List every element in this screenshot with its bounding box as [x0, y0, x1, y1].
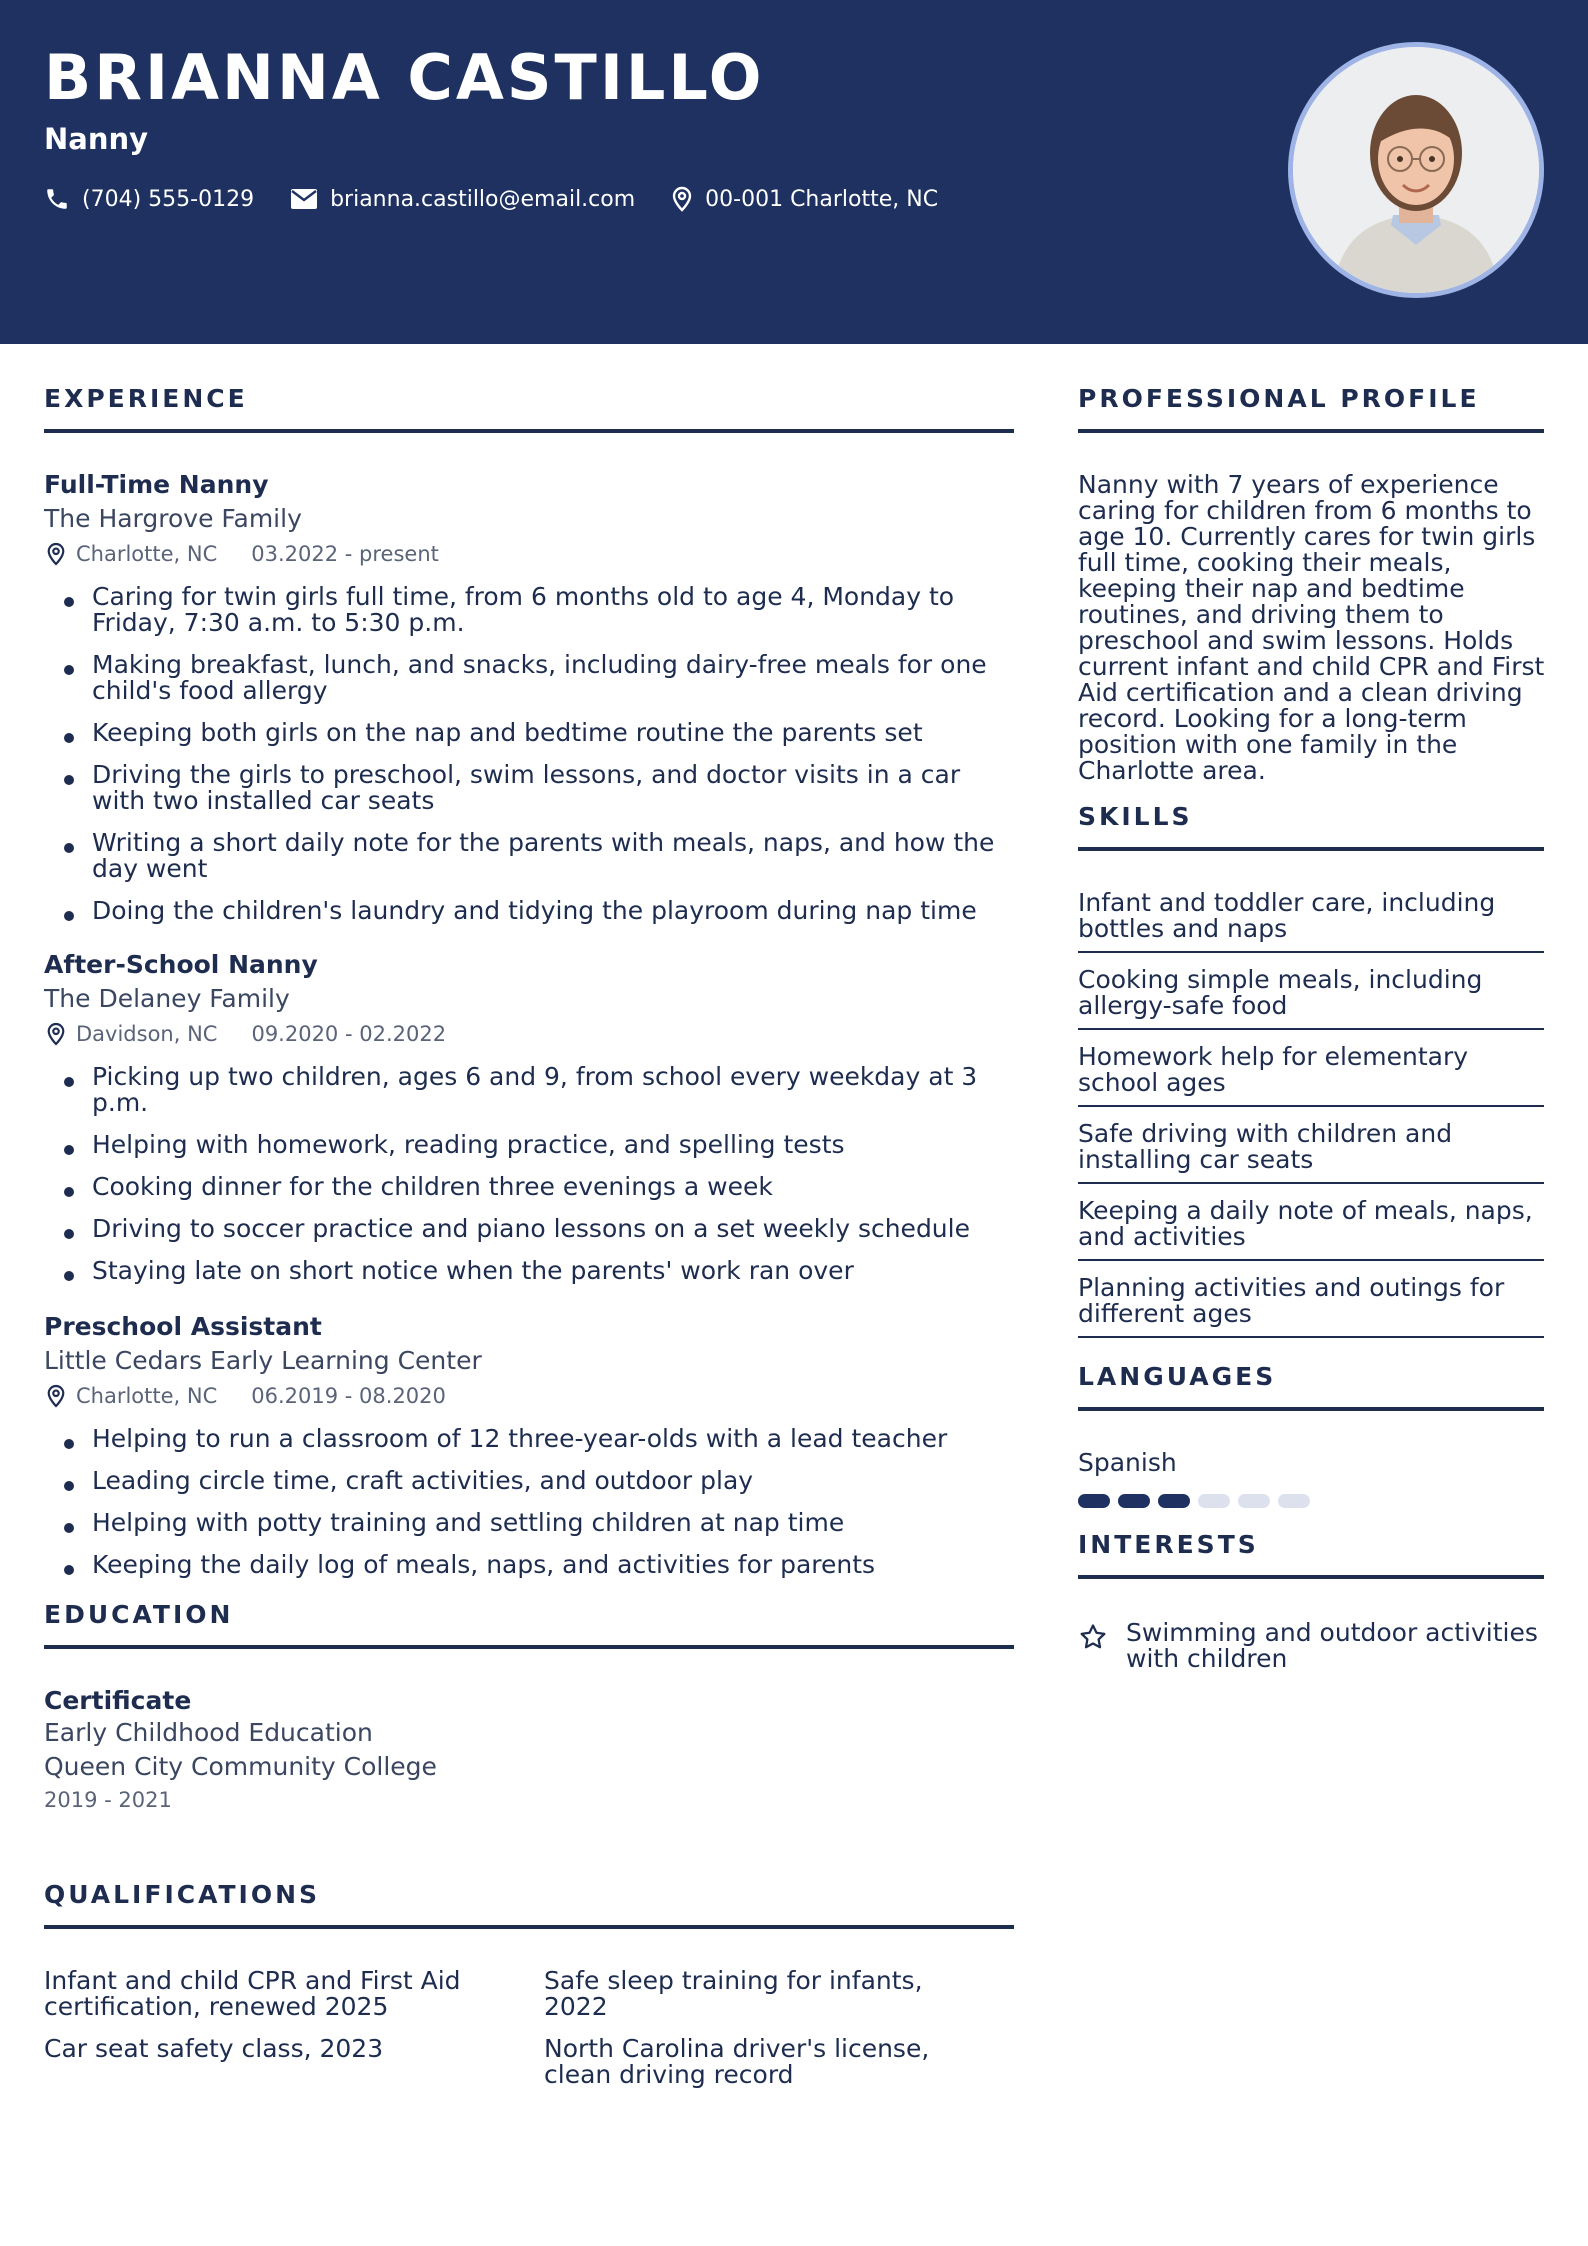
skill-item: Keeping a daily note of meals, naps, and activities [1078, 1198, 1544, 1261]
profile-photo-ring [1288, 42, 1544, 298]
job-bullets [44, 1064, 1004, 1300]
location-pin-icon [46, 1384, 66, 1408]
list-item: Helping to run a classroom of 12 three-year-olds with a lead teacher [44, 1426, 1004, 1452]
job-location: Charlotte, NC [76, 542, 218, 566]
email-icon [290, 188, 318, 210]
skill-item: Safe driving with children and installing car seats [1078, 1121, 1544, 1184]
job-title: After-School Nanny [44, 950, 318, 979]
job-meta [46, 1022, 446, 1046]
job-meta [46, 542, 439, 566]
level-dot-empty [1198, 1494, 1230, 1508]
education-school: Queen City Community College [44, 1752, 437, 1781]
star-icon [1078, 1622, 1108, 1652]
resume-header [0, 0, 1588, 344]
skill-item: Infant and toddler care, including bottles and naps [1078, 890, 1544, 953]
email-text: brianna.castillo@email.com [330, 186, 636, 212]
job-organization: The Hargrove Family [44, 504, 302, 533]
job-location: Charlotte, NC [76, 1384, 218, 1408]
list-item: Keeping the daily log of meals, naps, and activities for parents [44, 1552, 1004, 1578]
job-bullets [44, 1426, 1004, 1594]
job-dates: 03.2022 - present [251, 542, 439, 566]
location-pin-icon [671, 186, 693, 212]
location-pin-icon [46, 1022, 66, 1046]
education-field: Early Childhood Education [44, 1718, 373, 1747]
phone-icon [44, 186, 70, 212]
interests-heading: INTERESTS [1078, 1530, 1544, 1579]
language-name: Spanish [1078, 1448, 1177, 1477]
skill-item: Homework help for elementary school ages [1078, 1044, 1544, 1107]
languages-heading: LANGUAGES [1078, 1362, 1544, 1411]
qualification-item: Car seat safety class, 2023 [44, 2034, 384, 2063]
location-text: 00-001 Charlotte, NC [705, 186, 939, 212]
level-dot-filled [1158, 1494, 1190, 1508]
list-item: Driving to soccer practice and piano lessons on a set weekly schedule [44, 1216, 1004, 1242]
level-dot-empty [1238, 1494, 1270, 1508]
list-item: Leading circle time, craft activities, and outdoor play [44, 1468, 1004, 1494]
list-item: Making breakfast, lunch, and snacks, including dairy-free meals for one child's food allergy [44, 652, 1004, 704]
list-item: Driving the girls to preschool, swim lessons, and doctor visits in a car with two installed car seats [44, 762, 1004, 814]
job-organization: Little Cedars Early Learning Center [44, 1346, 482, 1375]
level-dot-filled [1078, 1494, 1110, 1508]
list-item: Writing a short daily note for the parents with meals, naps, and how the day went [44, 830, 1004, 882]
experience-heading: EXPERIENCE [44, 384, 1014, 433]
list-item: Staying late on short notice when the parents' work ran over [44, 1258, 1004, 1284]
qualifications-heading: QUALIFICATIONS [44, 1880, 1014, 1929]
language-level-indicator [1078, 1494, 1318, 1508]
contact-bar [44, 186, 974, 212]
candidate-name: BRIANNA CASTILLO [44, 41, 765, 114]
education-heading: EDUCATION [44, 1600, 1014, 1649]
job-organization: The Delaney Family [44, 984, 290, 1013]
interest-item [1078, 1620, 1546, 1672]
job-dates: 06.2019 - 08.2020 [251, 1384, 446, 1408]
contact-phone [44, 186, 254, 212]
job-bullets [44, 584, 1004, 940]
location-pin-icon [46, 542, 66, 566]
level-dot-filled [1118, 1494, 1150, 1508]
skill-item: Planning activities and outings for different ages [1078, 1275, 1544, 1338]
phone-text: (704) 555-0129 [82, 186, 255, 212]
job-title: Preschool Assistant [44, 1312, 322, 1341]
qualification-item: Infant and child CPR and First Aid certification, renewed 2025 [44, 1966, 461, 2021]
education-degree: Certificate [44, 1686, 192, 1715]
list-item: Helping with potty training and settling children at nap time [44, 1510, 1004, 1536]
job-title: Full-Time Nanny [44, 470, 269, 499]
contact-email [290, 187, 635, 212]
portrait-illustration [1293, 47, 1539, 293]
level-dot-empty [1278, 1494, 1310, 1508]
profile-summary: Nanny with 7 years of experience caring for children from 6 months to age 10. Currently cares for twin girls full time, cooking their meals, keeping their nap and bedtime routines, and driving them to preschool and swim lessons. Holds current infant and child CPR and First Aid certification and a clean driving record. Looking for a long-term position with one family in the Charlotte area. [1078, 470, 1545, 785]
list-item: Keeping both girls on the nap and bedtime routine the parents set [44, 720, 1004, 746]
skill-item: Cooking simple meals, including allergy-safe food [1078, 967, 1544, 1030]
interest-text: Swimming and outdoor activities with children [1126, 1618, 1538, 1673]
list-item: Cooking dinner for the children three evenings a week [44, 1174, 1004, 1200]
candidate-role: Nanny [44, 122, 149, 156]
skills-heading: SKILLS [1078, 802, 1544, 851]
list-item: Picking up two children, ages 6 and 9, from school every weekday at 3 p.m. [44, 1064, 1004, 1116]
list-item: Helping with homework, reading practice, and spelling tests [44, 1132, 1004, 1158]
list-item: Doing the children's laundry and tidying the playroom during nap time [44, 898, 1004, 924]
job-dates: 09.2020 - 02.2022 [251, 1022, 447, 1046]
contact-location [671, 186, 938, 212]
education-dates: 2019 - 2021 [44, 1788, 172, 1812]
list-item: Caring for twin girls full time, from 6 months old to age 4, Monday to Friday, 7:30 a.m. to 5:30 p.m. [44, 584, 1004, 636]
job-meta [46, 1384, 446, 1408]
profile-heading: PROFESSIONAL PROFILE [1078, 384, 1544, 433]
qualification-item: North Carolina driver's license, clean driving record [544, 2034, 930, 2089]
profile-photo [1293, 47, 1539, 293]
qualification-item: Safe sleep training for infants, 2022 [544, 1966, 923, 2021]
job-location: Davidson, NC [76, 1022, 218, 1046]
